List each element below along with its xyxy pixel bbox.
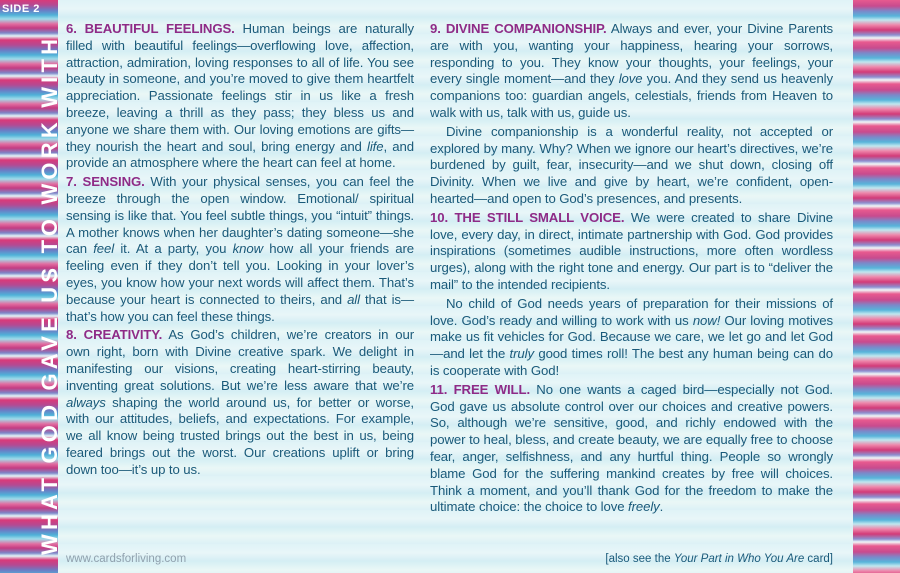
right-column <box>430 21 833 518</box>
section-9-paragraph-2: Divine companionship is a wonderful reality, not accepted or explored by many. Why? When we ignore our heart’s directives, we’re burdened by guilt, fear, insecurity—and we shut down, closing off Divinity. When we live and give by heart, we’re confident, open-hearted—and open to God’s presences, and presents. <box>430 123 833 206</box>
section-10-paragraph-2: No child of God needs years of preparation for their missions of love. God’s ready and willing to work with us now! Our loving motives make us fit vehicles for God. Because we care, we let go and let God—and let the truly good times roll! The best any human being can do is cooperate with God! <box>430 295 833 378</box>
section-10-heading: 10. THE STILL SMALL VOICE. <box>430 209 625 225</box>
section-6-heading: 6. BEAUTIFUL FEELINGS. <box>66 21 235 36</box>
side-label: SIDE 2 <box>2 3 40 15</box>
left-column <box>66 21 414 481</box>
section-8: 8. CREATIVITY. As God’s children, we’re creators in our own right, born with Divine creative spark. We delight in manifesting our visions, creating heart-stirring beauty, inventing great solutions. But we’re less aware that we’re always shaping the world around us, for better or worse, with our attitudes, beliefs, and expectations. For example, we all know being trusted brings out the best in us, being feared brings out the worst. Our creations uplift or bring down too—it’s up to us. <box>66 327 414 477</box>
section-6: 6. BEAUTIFUL FEELINGS. Human beings are naturally filled with beautiful feelings—overflowing love, affection, attraction, admiration, loving responses to all of life. You see beauty in someone, and you’re moved to give them heartfelt appreciation. Passionate feelings stir in us like a fresh breeze, leaving a thrill as they pass; they bless us and anyone we share them with. Our loving emotions are gifts—they nourish the heart and soul, bring energy and life, and provide an atmosphere where the heart can feel at home. <box>66 21 414 171</box>
vertical-title: WHAT GOD GAVE US TO WORK WITH <box>37 34 62 555</box>
section-7: 7. SENSING. With your physical senses, you can feel the breeze through the open window. Emotional/ spiritual sensing is like that. You feel subtle things, you “intuit” things. A mother knows when her daughter’s dating someone—she can feel it. At a party, you know how all your friends are feeling even if they don’t tell you. Looking in your lover’s eyes, you know how your next words will affect them. That’s because your heart is connected to theirs, and all that is—that’s how you can feel these things. <box>66 174 414 324</box>
section-11: 11. FREE WILL. No one wants a caged bird—especially not God. God gave us absolute control over our choices and creative powers. So, although we’re sensitive, good, and richly endowed with the power to heal, bless, and create beauty, we are equally free to choose fear, anger, selfishness, and any hurtful thing. People so wrongly blame God for the suffering mankind creates by free will choices. Think a moment, and you’ll thank God for the freedom to make the ultimate choice: the choice to love freely. <box>430 381 833 515</box>
website-link[interactable]: www.cardsforliving.com <box>66 553 187 565</box>
section-7-heading: 7. SENSING. <box>66 174 145 190</box>
right-stripe-border <box>853 0 900 573</box>
section-11-heading: 11. FREE WILL. <box>430 381 531 397</box>
section-9: 9. DIVINE COMPANIONSHIP. Always and ever, your Divine Parents are with you, wanting your happiness, hearing your sorrows, responding to you. They know your thoughts, your feelings, your every single moment—and they love you. And they send us heavenly companions too: guardian angels, celestials, friends from Heaven to walk with us, talk with us, guide us. <box>430 21 833 120</box>
related-card-note: [also see the Your Part in Who You Are card] <box>605 553 833 565</box>
section-10: 10. THE STILL SMALL VOICE. We were created to share Divine love, every day, in direct, intimate partnership with God. God provides inspirations (sometimes audible instructions, more often wordless urges), along with the right tone and energy. Our part is to “deliver the mail” to the intended recipients. <box>430 209 833 292</box>
section-9-heading: 9. DIVINE COMPANIONSHIP. <box>430 21 607 36</box>
section-8-heading: 8. CREATIVITY. <box>66 327 163 343</box>
